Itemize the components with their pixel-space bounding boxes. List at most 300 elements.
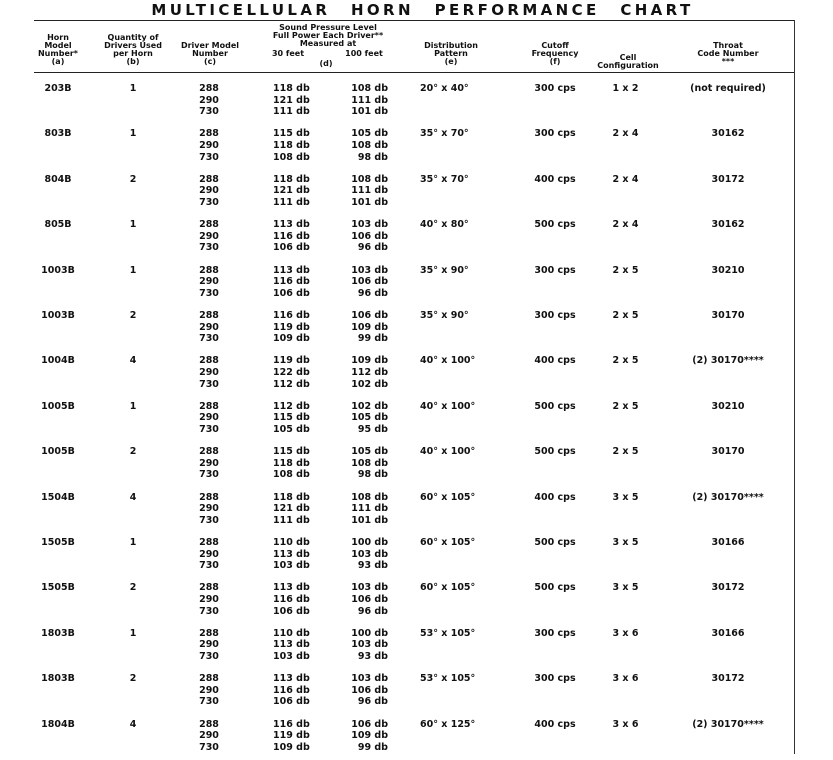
spl-30ft: 103 db — [273, 650, 310, 662]
driver-model: 290 — [199, 593, 219, 605]
spl-100ft: 103 db — [351, 582, 388, 594]
driver-model: 288 — [199, 537, 219, 548]
driver-model: 290 — [199, 730, 219, 742]
header-driver: Driver Model Number (c) — [180, 41, 240, 66]
driver-cell — [194, 401, 224, 436]
table-row — [0, 124, 833, 169]
spl100-cell — [343, 83, 388, 118]
spl100-cell — [343, 128, 388, 163]
model-number: 1804B — [41, 718, 75, 730]
spl-30ft: 116 db — [273, 593, 310, 605]
distribution-pattern: 40° x 100° — [420, 400, 476, 412]
dist-cell — [420, 628, 490, 639]
spl-30ft: 118 db — [273, 457, 310, 469]
throat-code: 30170 — [711, 446, 745, 458]
dist-cell — [420, 537, 490, 548]
driver-model: 730 — [199, 333, 219, 345]
throat-code: 30162 — [711, 128, 745, 140]
distribution-pattern: 20° x 40° — [420, 83, 469, 94]
distribution-pattern: 35° x 70° — [420, 173, 469, 185]
spl-30ft: 121 db — [273, 94, 310, 106]
header-spl-30: 30 feet — [271, 49, 305, 58]
cell-configuration: 3 x 6 — [612, 718, 639, 730]
distribution-pattern: 60° x 125° — [420, 718, 476, 730]
spl-30ft: 115 db — [273, 128, 310, 140]
spl-100ft: 111 db — [351, 503, 388, 515]
cell-configuration: 2 x 5 — [612, 355, 639, 367]
spl-30ft: 113 db — [273, 548, 310, 560]
throat-cell — [680, 673, 776, 684]
title-word: MULTICELLULAR — [151, 1, 331, 19]
cutoff-frequency: 500 cps — [534, 400, 576, 412]
cell-configuration: 3 x 5 — [612, 582, 639, 594]
dist-cell — [420, 174, 490, 185]
model-number: 1003B — [41, 310, 75, 321]
spl30-cell — [273, 83, 323, 118]
header-model: Horn Model Number* (a) — [37, 33, 78, 66]
qty-cell — [115, 537, 151, 548]
spl-100ft: 108 db — [351, 457, 388, 469]
distribution-pattern: 53° x 105° — [420, 673, 476, 685]
header-rule — [34, 72, 794, 73]
driver-quantity: 1 — [129, 627, 137, 639]
driver-model: 290 — [199, 366, 219, 378]
driver-quantity: 1 — [129, 264, 137, 276]
driver-cell — [194, 219, 224, 254]
throat-cell — [680, 582, 776, 593]
top-rule — [34, 20, 794, 21]
throat-code: 30172 — [711, 673, 745, 685]
driver-model: 730 — [199, 196, 219, 208]
header-cell: Cell Configuration — [597, 53, 659, 70]
throat-code: 30210 — [711, 264, 745, 276]
spl-100ft: 106 db — [351, 310, 388, 321]
model-cell — [40, 310, 76, 321]
dist-cell — [420, 446, 490, 457]
distribution-pattern: 53° x 105° — [420, 627, 476, 639]
driver-cell — [194, 446, 224, 481]
spl-100ft: 105 db — [351, 412, 388, 424]
driver-model: 288 — [199, 627, 219, 639]
cutoff-frequency: 300 cps — [534, 310, 576, 321]
cutoff-cell — [525, 673, 585, 684]
model-cell — [40, 719, 76, 730]
model-number: 805B — [44, 219, 72, 231]
model-cell — [40, 355, 76, 366]
driver-model: 730 — [199, 242, 219, 254]
distribution-pattern: 60° x 105° — [420, 491, 476, 503]
dist-cell — [420, 83, 490, 94]
spl30-cell — [273, 265, 323, 300]
spl-100ft: 101 db — [351, 514, 388, 526]
driver-model: 290 — [199, 412, 219, 424]
spl-100ft: 103 db — [351, 548, 388, 560]
driver-model: 290 — [199, 503, 219, 515]
spl-100ft: 106 db — [351, 276, 388, 288]
throat-cell — [680, 719, 776, 730]
qty-cell — [115, 492, 151, 503]
table-row — [0, 488, 833, 533]
spl100-cell — [343, 628, 388, 663]
spl-100ft: 103 db — [351, 673, 388, 685]
spl-30ft: 113 db — [273, 673, 310, 685]
cell-config-cell — [603, 446, 648, 457]
table-row — [0, 170, 833, 215]
spl100-cell — [343, 174, 388, 209]
model-number: 803B — [44, 128, 72, 140]
cutoff-cell — [525, 174, 585, 185]
throat-cell — [680, 355, 776, 366]
cell-config-cell — [603, 355, 648, 366]
throat-cell — [680, 265, 776, 276]
spl100-cell — [343, 582, 388, 617]
spl-30ft: 113 db — [273, 219, 310, 231]
driver-quantity: 1 — [129, 537, 137, 548]
dist-cell — [420, 582, 490, 593]
model-cell — [40, 537, 76, 548]
spl-100ft: 111 db — [351, 185, 388, 197]
spl100-cell — [343, 719, 388, 754]
spl-30ft: 118 db — [273, 491, 310, 503]
model-number: 1004B — [41, 355, 75, 367]
driver-model: 730 — [199, 696, 219, 708]
driver-model: 288 — [199, 219, 219, 231]
driver-cell — [194, 537, 224, 572]
driver-model: 290 — [199, 139, 219, 151]
driver-model: 288 — [199, 491, 219, 503]
qty-cell — [115, 401, 151, 412]
spl30-cell — [273, 582, 323, 617]
spl-30ft: 118 db — [273, 139, 310, 151]
throat-code: (not required) — [690, 83, 766, 94]
model-number: 1505B — [41, 582, 75, 594]
model-number: 1803B — [41, 627, 75, 639]
driver-model: 290 — [199, 94, 219, 106]
cell-config-cell — [603, 492, 648, 503]
spl-100ft: 105 db — [351, 446, 388, 458]
model-number: 203B — [44, 83, 72, 94]
spl-100ft: 102 db — [351, 400, 388, 412]
title-word: PERFORMANCE — [434, 1, 600, 19]
throat-code: (2) 30170**** — [692, 718, 764, 730]
cutoff-cell — [525, 265, 585, 276]
cutoff-cell — [525, 401, 585, 412]
driver-model: 290 — [199, 639, 219, 651]
spl30-cell — [273, 310, 323, 345]
spl-30ft: 106 db — [273, 242, 310, 254]
cutoff-cell — [525, 128, 585, 139]
table-row — [0, 351, 833, 396]
spl-100ft: 98 db — [357, 469, 388, 481]
driver-cell — [194, 128, 224, 163]
driver-quantity: 2 — [129, 673, 137, 685]
qty-cell — [115, 719, 151, 730]
driver-model: 290 — [199, 457, 219, 469]
model-cell — [40, 673, 76, 684]
qty-cell — [115, 265, 151, 276]
spl-30ft: 116 db — [273, 276, 310, 288]
cutoff-frequency: 500 cps — [534, 446, 576, 458]
spl-100ft: 105 db — [351, 128, 388, 140]
cutoff-frequency: 400 cps — [534, 355, 576, 367]
driver-model: 730 — [199, 514, 219, 526]
title-word: HORN — [350, 1, 414, 19]
driver-model: 730 — [199, 423, 219, 435]
driver-model: 288 — [199, 264, 219, 276]
spl-100ft: 93 db — [357, 650, 388, 662]
cutoff-cell — [525, 719, 585, 730]
distribution-pattern: 35° x 90° — [420, 310, 469, 321]
cutoff-frequency: 400 cps — [534, 491, 576, 503]
driver-cell — [194, 719, 224, 754]
spl30-cell — [273, 401, 323, 436]
spl30-cell — [273, 492, 323, 527]
cell-config-cell — [603, 401, 648, 412]
driver-model: 290 — [199, 321, 219, 333]
throat-cell — [680, 310, 776, 321]
spl-100ft: 100 db — [351, 627, 388, 639]
spl-30ft: 113 db — [273, 582, 310, 594]
model-cell — [40, 128, 76, 139]
cell-configuration: 1 x 2 — [612, 83, 639, 94]
throat-code: 30166 — [711, 537, 745, 548]
spl-100ft: 103 db — [351, 264, 388, 276]
driver-quantity: 1 — [129, 128, 137, 140]
driver-model: 288 — [199, 673, 219, 685]
spl-100ft: 103 db — [351, 639, 388, 651]
throat-code: 30172 — [711, 582, 745, 594]
cell-configuration: 3 x 6 — [612, 627, 639, 639]
cutoff-frequency: 300 cps — [534, 627, 576, 639]
model-number: 1504B — [41, 491, 75, 503]
table-row — [0, 442, 833, 487]
cutoff-frequency: 300 cps — [534, 128, 576, 140]
cutoff-frequency: 400 cps — [534, 718, 576, 730]
driver-model: 290 — [199, 276, 219, 288]
cutoff-frequency: 400 cps — [534, 173, 576, 185]
spl-30ft: 122 db — [273, 366, 310, 378]
spl-100ft: 109 db — [351, 321, 388, 333]
throat-cell — [680, 537, 776, 548]
spl-100ft: 108 db — [351, 83, 388, 94]
qty-cell — [115, 174, 151, 185]
spl-100ft: 96 db — [357, 696, 388, 708]
cutoff-cell — [525, 310, 585, 321]
table-row — [0, 533, 833, 578]
cell-config-cell — [603, 719, 648, 730]
model-number: 1505B — [41, 537, 75, 548]
driver-model: 730 — [199, 151, 219, 163]
cutoff-cell — [525, 355, 585, 366]
dist-cell — [420, 265, 490, 276]
throat-code: 30170 — [711, 310, 745, 321]
spl-30ft: 106 db — [273, 696, 310, 708]
cell-config-cell — [603, 537, 648, 548]
throat-cell — [680, 128, 776, 139]
throat-code: 30166 — [711, 627, 745, 639]
driver-cell — [194, 492, 224, 527]
distribution-pattern: 60° x 105° — [420, 582, 476, 594]
spl30-cell — [273, 219, 323, 254]
spl-100ft: 102 db — [351, 378, 388, 390]
spl-100ft: 96 db — [357, 242, 388, 254]
spl-30ft: 116 db — [273, 230, 310, 242]
driver-cell — [194, 83, 224, 118]
driver-quantity: 2 — [129, 446, 137, 458]
qty-cell — [115, 582, 151, 593]
cutoff-frequency: 300 cps — [534, 673, 576, 685]
driver-quantity: 2 — [129, 582, 137, 594]
model-number: 1803B — [41, 673, 75, 685]
cell-configuration: 2 x 4 — [612, 128, 639, 140]
qty-cell — [115, 128, 151, 139]
throat-code: 30172 — [711, 173, 745, 185]
cell-config-cell — [603, 265, 648, 276]
header-dist: Distribution Pattern (e) — [424, 41, 478, 66]
header-spl-letter: (d) — [319, 59, 333, 68]
spl-100ft: 108 db — [351, 173, 388, 185]
throat-cell — [680, 401, 776, 412]
spl-30ft: 119 db — [273, 321, 310, 333]
driver-model: 730 — [199, 287, 219, 299]
throat-cell — [680, 219, 776, 230]
driver-quantity: 1 — [129, 219, 137, 231]
spl-30ft: 113 db — [273, 264, 310, 276]
driver-cell — [194, 673, 224, 708]
table-row — [0, 79, 833, 124]
model-number: 1005B — [41, 400, 75, 412]
spl-30ft: 121 db — [273, 503, 310, 515]
spl-30ft: 118 db — [273, 83, 310, 94]
cell-config-cell — [603, 83, 648, 94]
cell-config-cell — [603, 219, 648, 230]
spl-30ft: 110 db — [273, 537, 310, 548]
cell-config-cell — [603, 582, 648, 593]
spl-100ft: 108 db — [351, 139, 388, 151]
spl-30ft: 115 db — [273, 412, 310, 424]
spl-30ft: 105 db — [273, 423, 310, 435]
spl30-cell — [273, 537, 323, 572]
cell-configuration: 2 x 5 — [612, 264, 639, 276]
qty-cell — [115, 355, 151, 366]
spl100-cell — [343, 219, 388, 254]
spl-100ft: 106 db — [351, 593, 388, 605]
spl-30ft: 112 db — [273, 378, 310, 390]
driver-model: 288 — [199, 173, 219, 185]
model-cell — [40, 492, 76, 503]
table-row — [0, 215, 833, 260]
driver-quantity: 4 — [129, 491, 137, 503]
cutoff-frequency: 500 cps — [534, 219, 576, 231]
cutoff-cell — [525, 83, 585, 94]
driver-cell — [194, 265, 224, 300]
cell-configuration: 3 x 6 — [612, 673, 639, 685]
driver-model: 290 — [199, 684, 219, 696]
driver-model: 730 — [199, 560, 219, 572]
cutoff-cell — [525, 492, 585, 503]
driver-cell — [194, 310, 224, 345]
cutoff-frequency: 500 cps — [534, 582, 576, 594]
driver-model: 288 — [199, 355, 219, 367]
spl100-cell — [343, 537, 388, 572]
driver-model: 730 — [199, 106, 219, 118]
dist-cell — [420, 128, 490, 139]
throat-cell — [680, 174, 776, 185]
cell-configuration: 2 x 5 — [612, 310, 639, 321]
table-row — [0, 261, 833, 306]
spl30-cell — [273, 128, 323, 163]
cell-config-cell — [603, 310, 648, 321]
spl30-cell — [273, 174, 323, 209]
dist-cell — [420, 673, 490, 684]
driver-quantity: 2 — [129, 310, 137, 321]
throat-cell — [680, 446, 776, 457]
throat-cell — [680, 492, 776, 503]
table-row — [0, 578, 833, 623]
table-row — [0, 306, 833, 351]
driver-model: 288 — [199, 400, 219, 412]
spl-100ft: 101 db — [351, 196, 388, 208]
spl-30ft: 119 db — [273, 355, 310, 367]
model-number: 1003B — [41, 264, 75, 276]
spl30-cell — [273, 446, 323, 481]
spl-30ft: 116 db — [273, 718, 310, 730]
driver-model: 288 — [199, 83, 219, 94]
throat-cell — [680, 83, 776, 94]
title-word: CHART — [620, 1, 694, 19]
driver-model: 730 — [199, 605, 219, 617]
qty-cell — [115, 310, 151, 321]
driver-cell — [194, 628, 224, 663]
spl-100ft: 109 db — [351, 355, 388, 367]
driver-model: 288 — [199, 310, 219, 321]
cell-configuration: 2 x 5 — [612, 400, 639, 412]
driver-model: 288 — [199, 718, 219, 730]
cell-config-cell — [603, 128, 648, 139]
spl30-cell — [273, 673, 323, 708]
spl-30ft: 111 db — [273, 106, 310, 118]
table-row — [0, 624, 833, 669]
spl-100ft: 95 db — [357, 423, 388, 435]
spl-30ft: 109 db — [273, 333, 310, 345]
driver-model: 290 — [199, 548, 219, 560]
spl-30ft: 103 db — [273, 560, 310, 572]
spl-30ft: 111 db — [273, 196, 310, 208]
table-row — [0, 715, 833, 760]
driver-model: 288 — [199, 582, 219, 594]
spl-100ft: 96 db — [357, 605, 388, 617]
driver-quantity: 4 — [129, 718, 137, 730]
distribution-pattern: 35° x 70° — [420, 128, 469, 140]
throat-code: (2) 30170**** — [692, 491, 764, 503]
driver-model: 290 — [199, 230, 219, 242]
cell-config-cell — [603, 174, 648, 185]
driver-quantity: 1 — [129, 83, 137, 94]
cutoff-cell — [525, 582, 585, 593]
table-row — [0, 669, 833, 714]
driver-model: 730 — [199, 469, 219, 481]
cell-config-cell — [603, 673, 648, 684]
driver-model: 730 — [199, 650, 219, 662]
model-cell — [40, 219, 76, 230]
spl30-cell — [273, 628, 323, 663]
cell-config-cell — [603, 628, 648, 639]
driver-quantity: 4 — [129, 355, 137, 367]
distribution-pattern: 60° x 105° — [420, 537, 476, 548]
spl30-cell — [273, 355, 323, 390]
spl30-cell — [273, 719, 323, 754]
spl-30ft: 111 db — [273, 514, 310, 526]
